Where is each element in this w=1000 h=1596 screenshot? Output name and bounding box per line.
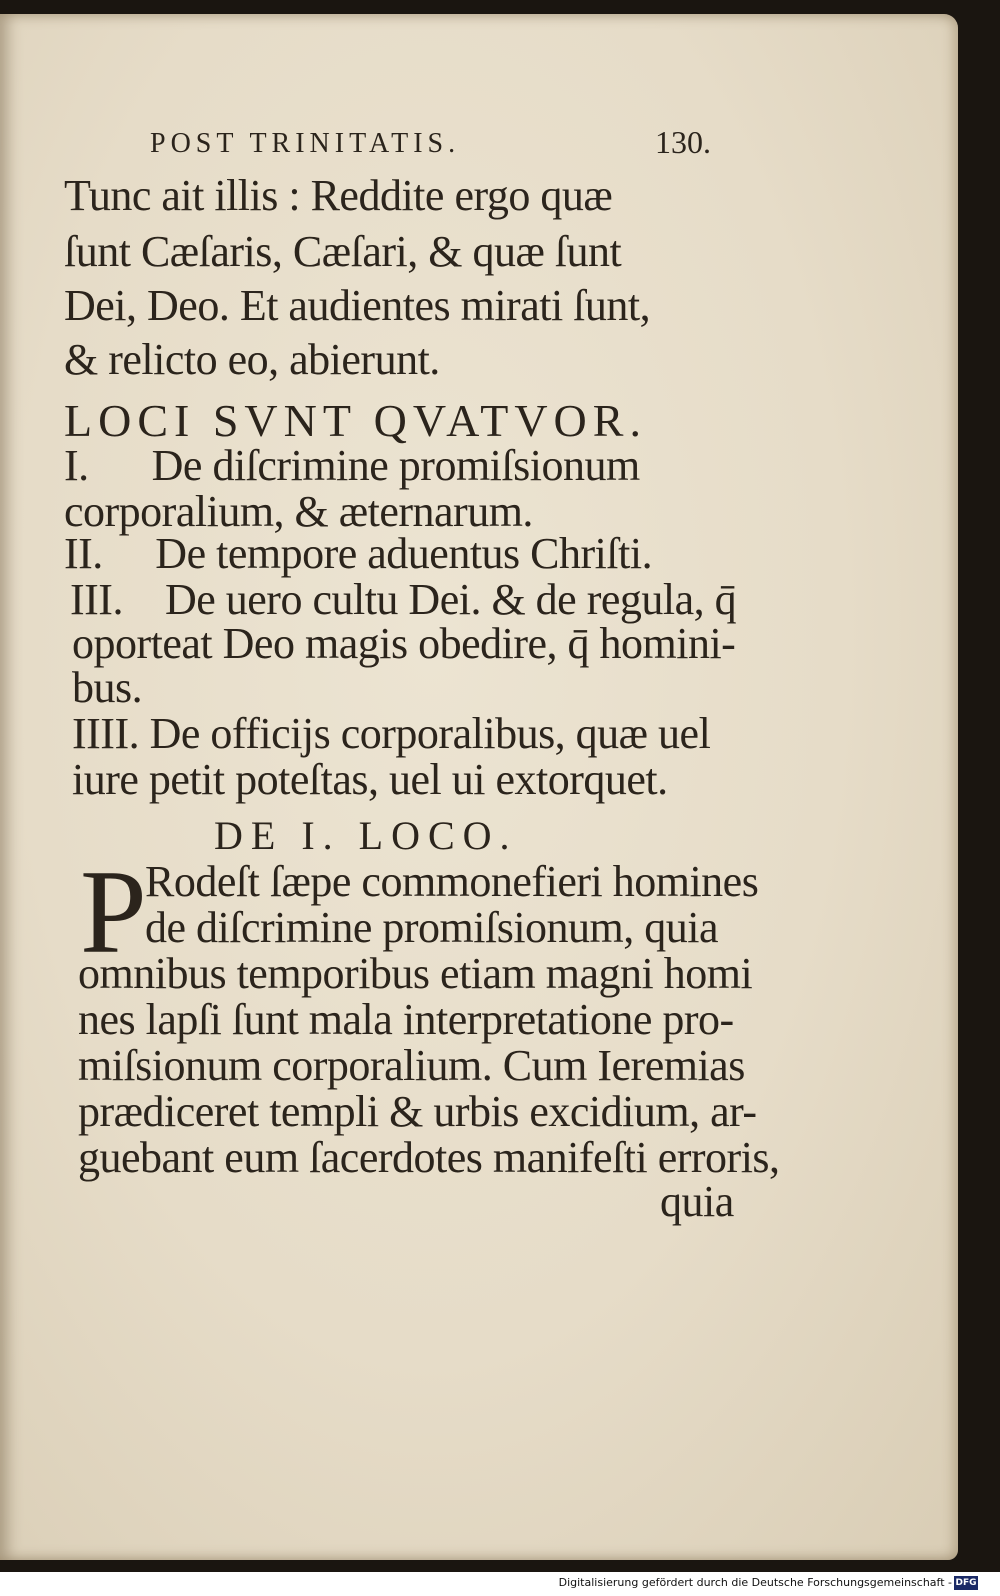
section-line: omnibus temporibus etiam magni homi bbox=[78, 949, 753, 998]
loci-line: IIII. De officijs corporalibus, quæ uel bbox=[72, 709, 711, 758]
section-line: guebant eum ſacerdotes manifeſti erroris, bbox=[78, 1133, 780, 1182]
loci-line: corporalium, & æternarum. bbox=[64, 487, 533, 536]
dfg-logo: DFG bbox=[955, 1578, 977, 1588]
running-title: POST TRINITATIS. bbox=[150, 128, 461, 159]
body-line: Dei, Deo. Et audientes mirati ſunt, bbox=[64, 281, 651, 330]
footer-credit: Digitalisierung gefördert durch die Deutsche Forschungsgemeinschaft - bbox=[558, 1576, 952, 1589]
loci-line: bus. bbox=[72, 663, 143, 712]
loci-line: iure petit poteſtas, uel ui extorquet. bbox=[72, 755, 668, 804]
section-line: Rodeſt ſæpe commonefieri homines bbox=[145, 857, 759, 906]
section-heading: DE I. LOCO. bbox=[214, 813, 518, 858]
body-line: Tunc ait illis : Reddite ergo quæ bbox=[64, 171, 613, 220]
page-number: 130. bbox=[655, 124, 711, 160]
body-line: & relicto eo, abierunt. bbox=[64, 335, 440, 384]
loci-line: oporteat Deo magis obedire, q̄ homini- bbox=[72, 619, 736, 668]
section-line: prædiceret templi & urbis excidium, ar- bbox=[78, 1087, 757, 1136]
section-line: nes lapſi ſunt mala interpretatione pro- bbox=[78, 995, 734, 1044]
catchword: quia bbox=[660, 1177, 734, 1226]
section-line: miſsionum corporalium. Cum Ieremias bbox=[78, 1041, 745, 1090]
loci-line: I. De diſcrimine promiſsionum bbox=[64, 441, 640, 490]
loci-line: III. De uero cultu Dei. & de regula, q̄ bbox=[70, 575, 737, 624]
dropcap-letter: P bbox=[80, 845, 147, 978]
loci-line: II. De tempore aduentus Chriſti. bbox=[64, 529, 653, 578]
loci-heading: LOCI SVNT QVATVOR. bbox=[64, 395, 647, 446]
digitization-footer bbox=[0, 1572, 1000, 1596]
body-line: ſunt Cæſaris, Cæſari, & quæ ſunt bbox=[64, 227, 622, 276]
section-line: de diſcrimine promiſsionum, quia bbox=[145, 903, 719, 952]
